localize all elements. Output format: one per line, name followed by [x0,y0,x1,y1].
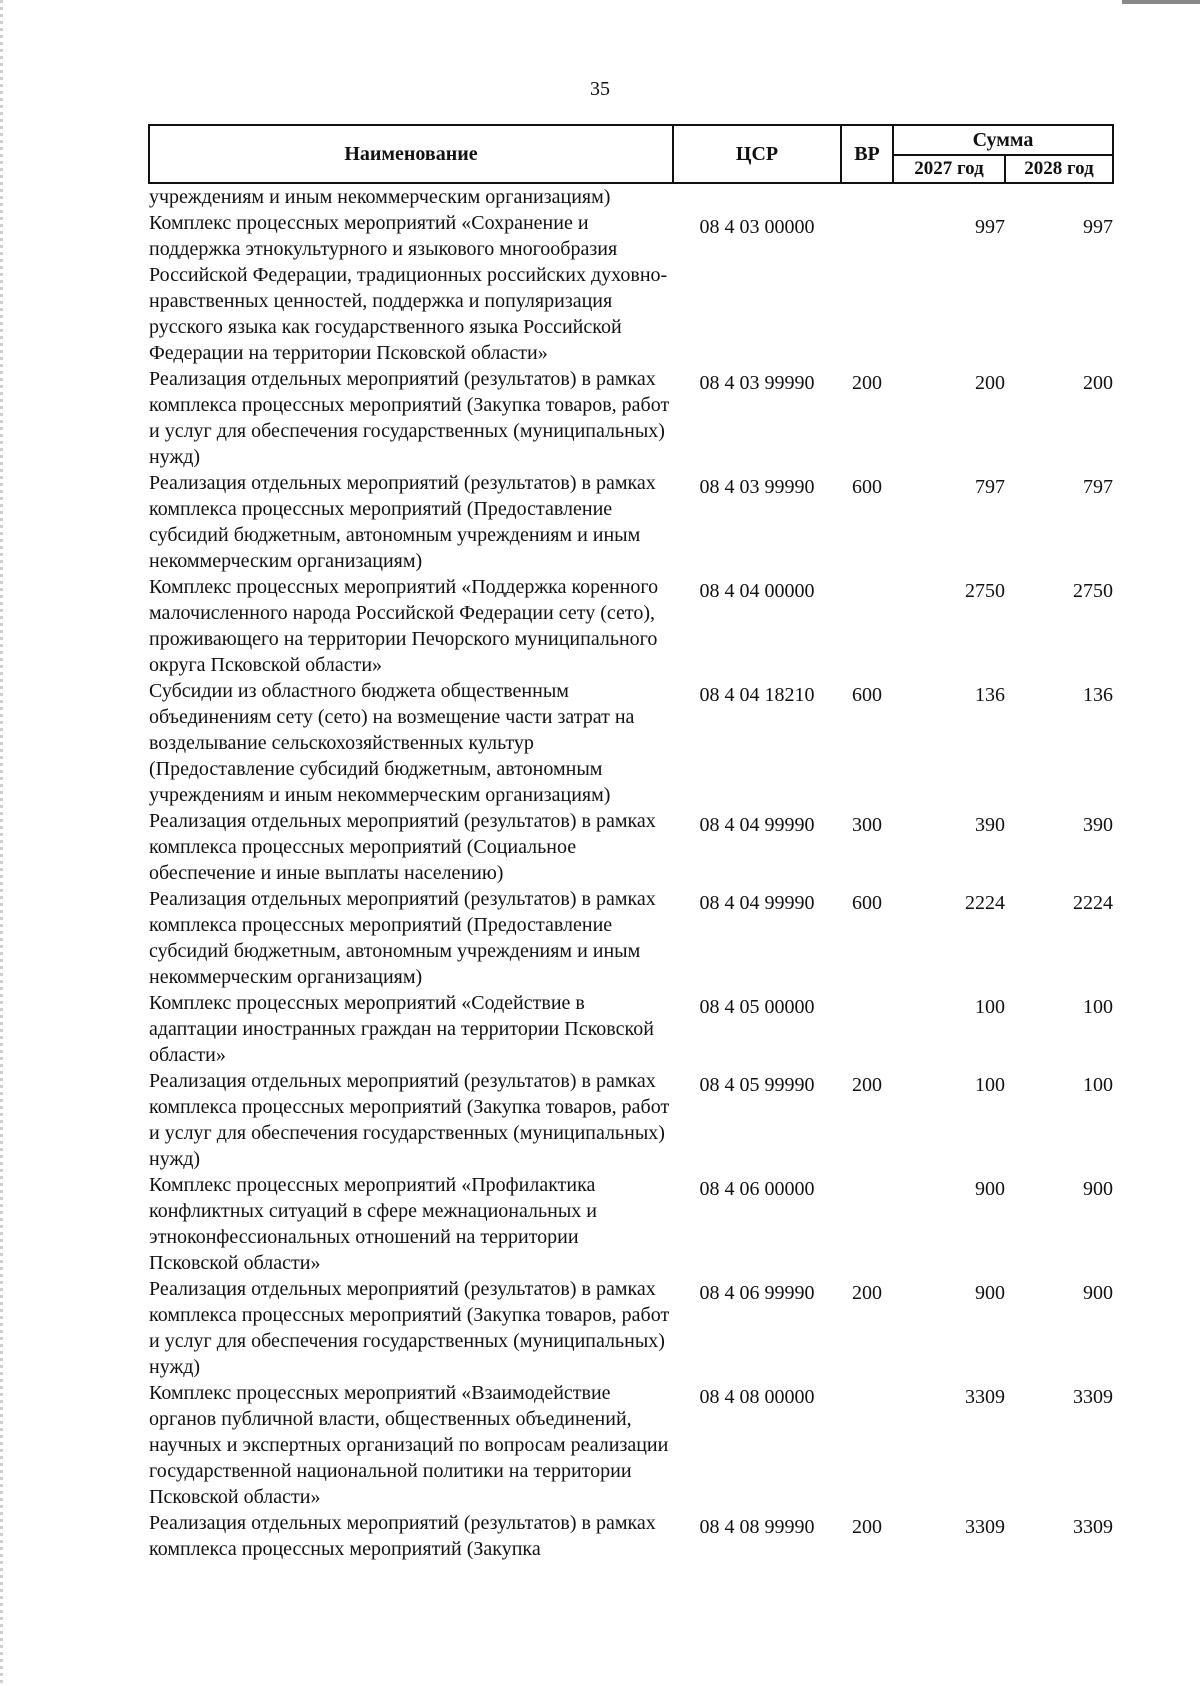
cell-vr-text [841,574,893,578]
cell-vr [841,1276,893,1380]
cell-name [149,574,673,678]
cell-name-text: Комплекс процессных мероприятий «Профилактика конфликтных ситуаций в сфере межнациональных и этноконфессиональных отношений на территории Псковской области» [149,1174,597,1274]
cell-vr [841,678,893,808]
cell-csr [673,366,841,470]
cell-name [149,183,673,210]
cell-name [149,1172,673,1276]
header-year-2027: 2027 год [893,155,1005,183]
cell-vr [841,574,893,678]
cell-2027-text: 136 [975,684,1005,706]
cell-name [149,1276,673,1380]
table-row [149,886,1113,990]
table-header [149,125,1113,183]
cell-2027-text: 2750 [965,580,1005,602]
cell-2027 [893,1380,1005,1510]
cell-vr-text [841,1380,893,1384]
table-row [149,210,1113,366]
cell-2028-text: 200 [1083,372,1114,394]
table-row [149,1380,1113,1510]
cell-csr [673,1510,841,1562]
cell-2028-text: 2750 [1073,580,1114,602]
cell-2028 [1005,1276,1113,1380]
cell-vr-text [841,184,893,188]
cell-2027 [893,183,1005,210]
cell-2027-text: 3309 [965,1386,1005,1408]
header-sum: Сумма [893,125,1113,155]
cell-vr-text: 600 [852,684,882,706]
cell-2027-text [893,184,1005,188]
cell-2028-text: 390 [1083,814,1114,836]
cell-name-text: Комплекс процессных мероприятий «Взаимодействие органов публичной власти, общественных объединений, научных и экспертных организаций по вопросам реализации государственной национальной политики на территории Псковской области» [149,1382,669,1508]
cell-name-text: Реализация отдельных мероприятий (результатов) в рамках комплекса процессных мероприятий (Предоставление субсидий бюджетным, автономным учреждениям и иным некоммерческим организациям) [149,472,656,572]
cell-2028 [1005,886,1113,990]
cell-vr-text [841,210,893,214]
header-vr: ВР [841,125,893,183]
cell-csr-text: 08 4 04 99990 [699,814,815,836]
cell-2028-text: 2224 [1073,892,1114,914]
cell-name [149,808,673,886]
cell-name [149,366,673,470]
cell-vr-text [841,990,893,994]
cell-vr-text: 600 [852,476,882,498]
table-row [149,1172,1113,1276]
cell-2028-text: 100 [1083,996,1114,1018]
cell-name [149,990,673,1068]
cell-2027-text: 3309 [965,1516,1005,1538]
scan-edge-right [1122,0,1200,4]
cell-name-text: Реализация отдельных мероприятий (результатов) в рамках комплекса процессных мероприятий (Закупка товаров, работ и услуг для обеспечения государственных (муниципальных) нужд) [149,1070,670,1170]
cell-name [149,1380,673,1510]
cell-csr-text: 08 4 05 00000 [699,996,815,1018]
cell-csr-text: 08 4 06 99990 [699,1282,815,1304]
cell-csr-text: 08 4 03 00000 [699,216,815,238]
cell-vr [841,808,893,886]
cell-2027 [893,1276,1005,1380]
cell-name-text: Реализация отдельных мероприятий (результатов) в рамках комплекса процессных мероприятий (Предоставление субсидий бюджетным, автономным учреждениям и иным некоммерческим организациям) [149,888,656,988]
cell-2027 [893,678,1005,808]
cell-2027 [893,470,1005,574]
cell-csr [673,210,841,366]
cell-2027-text: 900 [975,1178,1005,1200]
budget-table [148,124,1114,1562]
table-body [149,183,1113,1562]
cell-vr-text: 600 [852,892,882,914]
cell-name [149,1068,673,1172]
cell-csr-text: 08 4 06 00000 [699,1178,815,1200]
cell-vr [841,366,893,470]
cell-csr-text: 08 4 04 00000 [699,580,815,602]
cell-vr [841,470,893,574]
cell-2028-text [1005,184,1113,188]
cell-name-text: Комплекс процессных мероприятий «Содействие в адаптации иностранных граждан на территории Псковской области» [149,992,654,1066]
cell-vr [841,886,893,990]
cell-csr [673,808,841,886]
table-row [149,1068,1113,1172]
cell-csr [673,470,841,574]
cell-csr [673,1068,841,1172]
cell-2028 [1005,183,1113,210]
cell-csr [673,1276,841,1380]
table-row [149,574,1113,678]
cell-2027 [893,1172,1005,1276]
cell-name [149,678,673,808]
cell-vr [841,210,893,366]
cell-vr [841,1380,893,1510]
table-row [149,183,1113,210]
cell-vr [841,183,893,210]
table-row [149,470,1113,574]
cell-2027 [893,574,1005,678]
cell-2028 [1005,470,1113,574]
scan-edge-left [0,0,3,1686]
cell-2027 [893,210,1005,366]
cell-vr [841,1068,893,1172]
cell-2028-text: 900 [1083,1178,1114,1200]
header-year-2028: 2028 год [1005,155,1113,183]
header-csr: ЦСР [673,125,841,183]
cell-name-text: Комплекс процессных мероприятий «Сохранение и поддержка этнокультурного и языкового многообразия Российской Федерации, традиционных российских духовно-нравственных ценностей, поддержка и популяризация русского языка как государственного языка Российской Федерации на территории Псковской области» [149,212,668,364]
cell-vr-text: 300 [852,814,882,836]
cell-2028 [1005,990,1113,1068]
cell-csr [673,678,841,808]
cell-2028 [1005,210,1113,366]
cell-vr-text: 200 [852,372,882,394]
cell-vr [841,1510,893,1562]
table-row [149,1276,1113,1380]
cell-2028 [1005,808,1113,886]
cell-csr [673,183,841,210]
cell-2028 [1005,678,1113,808]
table-row [149,990,1113,1068]
cell-name-text: Реализация отдельных мероприятий (результатов) в рамках комплекса процессных мероприятий (Закупка [149,1512,656,1560]
table-row [149,808,1113,886]
cell-vr-text: 200 [852,1282,882,1304]
cell-csr-text: 08 4 03 99990 [699,476,815,498]
cell-2028-text: 100 [1083,1074,1114,1096]
cell-csr-text: 08 4 05 99990 [699,1074,815,1096]
cell-vr-text: 200 [852,1074,882,1096]
cell-2027-text: 900 [975,1282,1005,1304]
cell-vr [841,990,893,1068]
cell-2027 [893,366,1005,470]
cell-csr [673,574,841,678]
table-row [149,1510,1113,1562]
table-row [149,366,1113,470]
cell-2028 [1005,1510,1113,1562]
cell-name-text: Реализация отдельных мероприятий (результатов) в рамках комплекса процессных мероприятий (Закупка товаров, работ и услуг для обеспечения государственных (муниципальных) нужд) [149,368,670,468]
cell-2027-text: 2224 [965,892,1005,914]
cell-csr-text: 08 4 08 00000 [699,1386,815,1408]
cell-name [149,1510,673,1562]
cell-2028 [1005,574,1113,678]
cell-2028 [1005,1172,1113,1276]
cell-2027-text: 100 [975,1074,1005,1096]
cell-name-text: учреждениям и иным некоммерческим организациям) [149,186,611,208]
cell-name [149,210,673,366]
cell-vr-text: 200 [852,1516,882,1538]
cell-2027-text: 997 [975,216,1005,238]
cell-csr-text: 08 4 08 99990 [699,1516,815,1538]
cell-csr-text: 08 4 03 99990 [699,372,815,394]
page-number: 35 [590,78,610,100]
cell-2027-text: 797 [975,476,1005,498]
cell-2027-text: 390 [975,814,1005,836]
cell-2028-text: 900 [1083,1282,1114,1304]
header-name: Наименование [149,125,673,183]
cell-csr-text: 08 4 04 99990 [699,892,815,914]
cell-2027 [893,886,1005,990]
cell-2028-text: 3309 [1073,1516,1114,1538]
cell-name [149,470,673,574]
cell-2028 [1005,1380,1113,1510]
cell-2028 [1005,366,1113,470]
cell-name-text: Реализация отдельных мероприятий (результатов) в рамках комплекса процессных мероприятий (Социальное обеспечение и иные выплаты населению) [149,810,656,884]
cell-vr-text [841,1172,893,1176]
cell-2028-text: 797 [1083,476,1114,498]
cell-csr [673,1172,841,1276]
cell-2027 [893,1068,1005,1172]
cell-2028-text: 997 [1083,216,1114,238]
table-row [149,678,1113,808]
cell-csr [673,1380,841,1510]
cell-csr-text: 08 4 04 18210 [699,684,815,706]
cell-2028-text: 3309 [1073,1386,1114,1408]
cell-csr-text [673,184,841,188]
cell-name-text: Комплекс процессных мероприятий «Поддержка коренного малочисленного народа Российской Федерации сету (сето), проживающего на территории Печорского муниципального округа Псковской области» [149,576,659,676]
cell-2027 [893,808,1005,886]
cell-2027-text: 100 [975,996,1005,1018]
cell-csr [673,990,841,1068]
cell-name [149,886,673,990]
cell-2027 [893,990,1005,1068]
cell-2027 [893,1510,1005,1562]
cell-csr [673,886,841,990]
cell-name-text: Реализация отдельных мероприятий (результатов) в рамках комплекса процессных мероприятий (Закупка товаров, работ и услуг для обеспечения государственных (муниципальных) нужд) [149,1278,670,1378]
cell-2028-text: 136 [1083,684,1114,706]
cell-2028 [1005,1068,1113,1172]
cell-2027-text: 200 [975,372,1005,394]
cell-name-text: Субсидии из областного бюджета общественным объединениям сету (сето) на возмещение части затрат на возделывание сельскохозяйственных культур (Предоставление субсидий бюджетным, автономным учреждениям и иным некоммерческим организациям) [149,680,635,806]
cell-vr [841,1172,893,1276]
